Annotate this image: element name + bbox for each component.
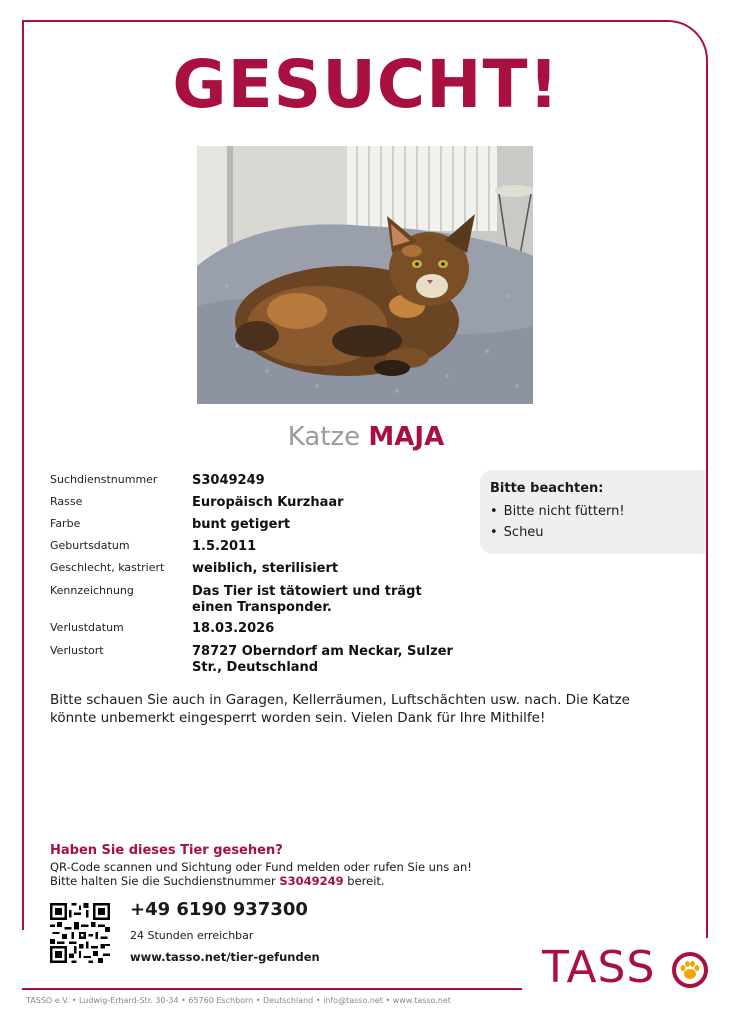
note-item: • Scheu — [490, 525, 696, 540]
animal-name-line — [0, 424, 732, 450]
phone-number[interactable]: +49 6190 937300 — [130, 899, 308, 920]
contact-line-1: QR-Code scannen und Sichtung oder Fund melden oder rufen Sie uns an! — [50, 860, 472, 874]
detail-value: bunt getigert — [192, 517, 291, 532]
note-list — [490, 504, 696, 540]
detail-label: Kennzeichnung — [50, 584, 134, 597]
headline: GESUCHT! — [172, 46, 560, 123]
footer-divider — [22, 988, 522, 990]
detail-label: Verlustort — [50, 644, 104, 657]
note-item: • Bitte nicht füttern! — [490, 504, 696, 519]
footer-address: TASSO e.V. • Ludwig-Erhard-Str. 30-34 • 65760 Eschborn • Deutschland • info@tasso.net • www.tasso.net — [26, 996, 451, 1005]
contact-line-2-suffix: bereit. — [347, 874, 385, 889]
notice-text: Bitte schauen Sie auch in Garagen, Kellerräumen, Luftschächten usw. nach. Die Katze könnte unbemerkt eingesperrt worden sein. Vielen Dank für Ihre Mithilfe! — [50, 692, 630, 727]
animal-species: Katze — [287, 422, 361, 452]
frame-edge — [706, 930, 708, 938]
detail-label: Geburtsdatum — [50, 539, 130, 552]
detail-value: S3049249 — [192, 473, 265, 488]
contact-search-number: S3049249 — [279, 874, 344, 889]
detail-value: 18.03.2026 — [192, 621, 275, 636]
animal-name: MAJA — [368, 422, 445, 452]
detail-value: Das Tier ist tätowiert und trägt einen Transponder. — [192, 584, 422, 615]
website-link[interactable]: www.tasso.net/tier-gefunden — [130, 950, 320, 964]
detail-label: Rasse — [50, 495, 83, 508]
detail-value: 78727 Oberndorf am Neckar, Sulzer Str., Deutschland — [192, 644, 453, 675]
detail-value: Europäisch Kurzhaar — [192, 495, 344, 510]
note-title: Bitte beachten: — [490, 481, 604, 496]
availability-text: 24 Stunden erreichbar — [130, 929, 254, 942]
paw-logo-icon — [670, 950, 710, 990]
contact-text — [50, 860, 570, 889]
detail-label: Geschlecht, kastriert — [50, 561, 165, 574]
detail-label: Suchdienstnummer — [50, 473, 158, 486]
contact-line-2 — [50, 874, 570, 888]
qr-code-icon[interactable] — [50, 903, 110, 963]
detail-value: 1.5.2011 — [192, 539, 257, 554]
cat-photo — [197, 146, 533, 404]
note-box — [480, 470, 706, 554]
detail-value: weiblich, sterilisiert — [192, 561, 339, 576]
contact-line-2-prefix: Bitte halten Sie die Suchdienstnummer — [50, 874, 276, 889]
tasso-logo: TASS — [542, 942, 656, 993]
contact-title: Haben Sie dieses Tier gesehen? — [50, 843, 283, 858]
detail-label: Verlustdatum — [50, 621, 124, 634]
detail-label: Farbe — [50, 517, 81, 530]
